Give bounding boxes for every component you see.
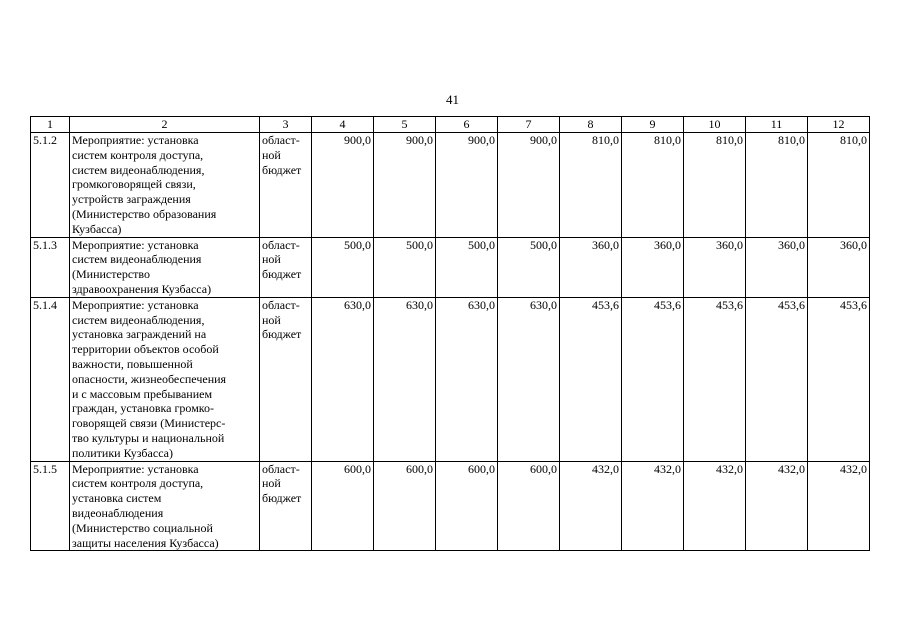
description-line: систем контроля доступа, bbox=[72, 476, 204, 491]
amount-cell: 900,0 bbox=[312, 133, 374, 238]
amount-cell: 500,0 bbox=[436, 237, 498, 297]
amount-cell: 453,6 bbox=[560, 297, 622, 461]
description-line: территории объектов особой bbox=[72, 342, 219, 357]
amount-cell: 453,6 bbox=[622, 297, 684, 461]
table-row bbox=[31, 461, 870, 551]
funding-source-line: бюджет bbox=[262, 267, 302, 282]
description-line: Мероприятие: установка bbox=[72, 237, 199, 252]
amount-cell: 630,0 bbox=[436, 297, 498, 461]
description-line: опасности, жизнеобеспечения bbox=[72, 371, 227, 386]
activity-code: 5.1.2 bbox=[31, 133, 70, 238]
amount-cell: 360,0 bbox=[684, 237, 746, 297]
amount-cell: 900,0 bbox=[436, 133, 498, 238]
amount-cell: 810,0 bbox=[684, 133, 746, 238]
column-number: 10 bbox=[684, 117, 746, 133]
amount-cell: 600,0 bbox=[436, 461, 498, 551]
funding-source-line: ной bbox=[262, 147, 281, 162]
amount-cell: 500,0 bbox=[312, 237, 374, 297]
amount-cell: 810,0 bbox=[622, 133, 684, 238]
description-line: установка заграждений на bbox=[72, 327, 207, 342]
activity-code: 5.1.3 bbox=[31, 237, 70, 297]
amount-cell: 432,0 bbox=[746, 461, 808, 551]
description-line: (Министерство bbox=[72, 267, 150, 282]
activity-description bbox=[70, 237, 260, 297]
funding-source-line: област- bbox=[262, 133, 300, 147]
column-number-row bbox=[31, 117, 870, 133]
amount-cell: 360,0 bbox=[808, 237, 870, 297]
description-line: устройств заграждения bbox=[72, 192, 191, 207]
amount-cell: 432,0 bbox=[684, 461, 746, 551]
table-row bbox=[31, 133, 870, 238]
amount-cell: 453,6 bbox=[808, 297, 870, 461]
amount-cell: 500,0 bbox=[374, 237, 436, 297]
description-line: (Министерство социальной bbox=[72, 520, 213, 535]
column-number: 1 bbox=[31, 117, 70, 133]
description-line: Мероприятие: установка bbox=[72, 297, 199, 312]
column-number: 3 bbox=[260, 117, 312, 133]
description-line: важности, повышенной bbox=[72, 356, 193, 371]
funding-source-line: област- bbox=[262, 297, 300, 312]
funding-source bbox=[260, 297, 312, 461]
activity-description bbox=[70, 133, 260, 238]
description-line: политики Кузбасса) bbox=[72, 445, 173, 460]
funding-source-line: бюджет bbox=[262, 162, 302, 177]
description-line: систем видеонаблюдения, bbox=[72, 312, 205, 327]
funding-source bbox=[260, 237, 312, 297]
amount-cell: 810,0 bbox=[808, 133, 870, 238]
description-line: Мероприятие: установка bbox=[72, 133, 199, 147]
amount-cell: 630,0 bbox=[312, 297, 374, 461]
funding-source-line: ной bbox=[262, 312, 281, 327]
amount-cell: 432,0 bbox=[622, 461, 684, 551]
amount-cell: 900,0 bbox=[498, 133, 560, 238]
description-line: тво культуры и национальной bbox=[72, 430, 225, 445]
description-line: установка систем bbox=[72, 491, 162, 506]
funding-source-line: ной bbox=[262, 252, 281, 267]
amount-cell: 810,0 bbox=[746, 133, 808, 238]
funding-source bbox=[260, 461, 312, 551]
amount-cell: 630,0 bbox=[374, 297, 436, 461]
amount-cell: 600,0 bbox=[498, 461, 560, 551]
budget-table bbox=[30, 116, 870, 551]
funding-source-line: област- bbox=[262, 461, 300, 476]
column-number: 9 bbox=[622, 117, 684, 133]
table-row bbox=[31, 237, 870, 297]
description-line: громкоговорящей связи, bbox=[72, 177, 196, 192]
funding-source-line: област- bbox=[262, 237, 300, 252]
description-line: здравоохранения Кузбасса) bbox=[72, 281, 212, 296]
amount-cell: 453,6 bbox=[746, 297, 808, 461]
amount-cell: 432,0 bbox=[808, 461, 870, 551]
table-row bbox=[31, 297, 870, 461]
amount-cell: 600,0 bbox=[312, 461, 374, 551]
amount-cell: 360,0 bbox=[622, 237, 684, 297]
column-number: 11 bbox=[746, 117, 808, 133]
amount-cell: 500,0 bbox=[498, 237, 560, 297]
column-number: 8 bbox=[560, 117, 622, 133]
description-line: защиты населения Кузбасса) bbox=[72, 535, 219, 550]
description-line: и с массовым пребыванием bbox=[72, 386, 213, 401]
table-body bbox=[31, 133, 870, 551]
amount-cell: 600,0 bbox=[374, 461, 436, 551]
activity-code: 5.1.5 bbox=[31, 461, 70, 551]
activity-description bbox=[70, 297, 260, 461]
funding-source-line: ной bbox=[262, 476, 281, 491]
column-number: 2 bbox=[70, 117, 260, 133]
description-line: систем видеонаблюдения bbox=[72, 252, 202, 267]
column-number: 12 bbox=[808, 117, 870, 133]
description-line: говорящей связи (Министерс- bbox=[72, 416, 226, 431]
description-line: (Министерство образования bbox=[72, 206, 217, 221]
page-number: 41 bbox=[446, 92, 459, 107]
amount-cell: 810,0 bbox=[560, 133, 622, 238]
activity-code: 5.1.4 bbox=[31, 297, 70, 461]
funding-source bbox=[260, 133, 312, 238]
table-header bbox=[31, 117, 870, 133]
amount-cell: 900,0 bbox=[374, 133, 436, 238]
column-number: 6 bbox=[436, 117, 498, 133]
description-line: систем контроля доступа, bbox=[72, 147, 204, 162]
activity-description bbox=[70, 461, 260, 551]
column-number: 4 bbox=[312, 117, 374, 133]
description-line: видеонаблюдения bbox=[72, 505, 164, 520]
amount-cell: 630,0 bbox=[498, 297, 560, 461]
description-line: граждан, установка громко- bbox=[72, 401, 215, 416]
amount-cell: 360,0 bbox=[746, 237, 808, 297]
column-number: 5 bbox=[374, 117, 436, 133]
column-number: 7 bbox=[498, 117, 560, 133]
amount-cell: 432,0 bbox=[560, 461, 622, 551]
description-line: систем видеонаблюдения, bbox=[72, 162, 205, 177]
amount-cell: 453,6 bbox=[684, 297, 746, 461]
amount-cell: 360,0 bbox=[560, 237, 622, 297]
funding-source-line: бюджет bbox=[262, 327, 302, 342]
description-line: Мероприятие: установка bbox=[72, 461, 199, 476]
description-line: Кузбасса) bbox=[72, 221, 122, 236]
funding-source-line: бюджет bbox=[262, 491, 302, 506]
